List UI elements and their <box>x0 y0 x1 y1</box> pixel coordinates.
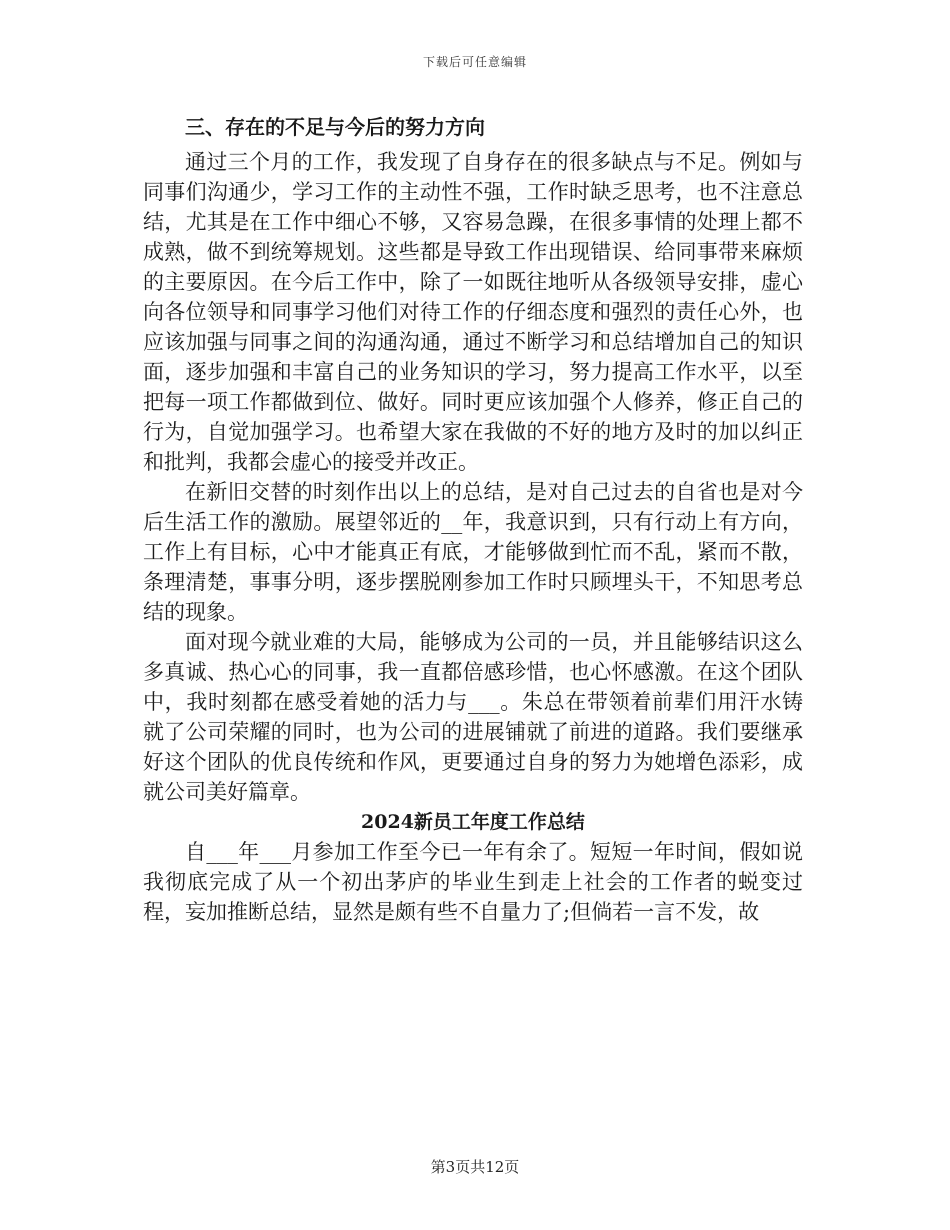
page-header: 下载后可任意编辑 <box>422 55 527 69</box>
document-title: 2024新员工年度工作总结 <box>361 811 585 833</box>
paragraph: 自___年___月参加工作至今已一年有余了。短短一年时间，假如说我彻底完成了从一个初出茅庐的毕业生到走上社会的工作者的蜕变过程，妄加推断总结，显然是颇有些不自量力了;但倘若一言不发，故 <box>143 840 803 924</box>
document-body <box>143 112 803 927</box>
section-heading: 三、存在的不足与今后的努力方向 <box>185 115 485 139</box>
page-number: 第3页共12页 <box>430 1158 520 1176</box>
paragraph: 面对现今就业难的大局，能够成为公司的一员，并且能够结识这么多真诚、热心心的同事，我一直都倍感珍惜，也心怀感激。在这个团队中，我时刻都在感受着她的活力与___。朱总在带领着前辈们用汗水铸就了公司荣耀的同时，也为公司的进展铺就了前进的道路。我们要继承好这个团队的优良传统和作风，更要通过自身的努力为她增色添彩，成就公司美好篇章。 <box>143 630 803 804</box>
paragraph: 通过三个月的工作，我发现了自身存在的很多缺点与不足。例如与同事们沟通少，学习工作的主动性不强，工作时缺乏思考，也不注意总结，尤其是在工作中细心不够，又容易急躁，在很多事情的处理上都不成熟，做不到统筹规划。这些都是导致工作出现错误、给同事带来麻烦的主要原因。在今后工作中，除了一如既往地听从各级领导安排，虚心向各位领导和同事学习他们对待工作的仔细态度和强烈的责任心外，也应该加强与同事之间的沟通沟通，通过不断学习和总结增加自己的知识面，逐步加强和丰富自己的业务知识的学习，努力提高工作水平，以至把每一项工作都做到位、做好。同时更应该加强个人修养，修正自己的行为，自觉加强学习。也希望大家在我做的不好的地方及时的加以纠正和批判，我都会虚心的接受并改正。 <box>143 150 803 474</box>
paragraph: 在新旧交替的时刻作出以上的总结，是对自己过去的自省也是对今后生活工作的激励。展望邻近的__年，我意识到，只有行动上有方向，工作上有目标，心中才能真正有底，才能够做到忙而不乱，紧而不散，条理清楚，事事分明，逐步摆脱刚参加工作时只顾埋头干，不知思考总结的现象。 <box>143 480 803 624</box>
